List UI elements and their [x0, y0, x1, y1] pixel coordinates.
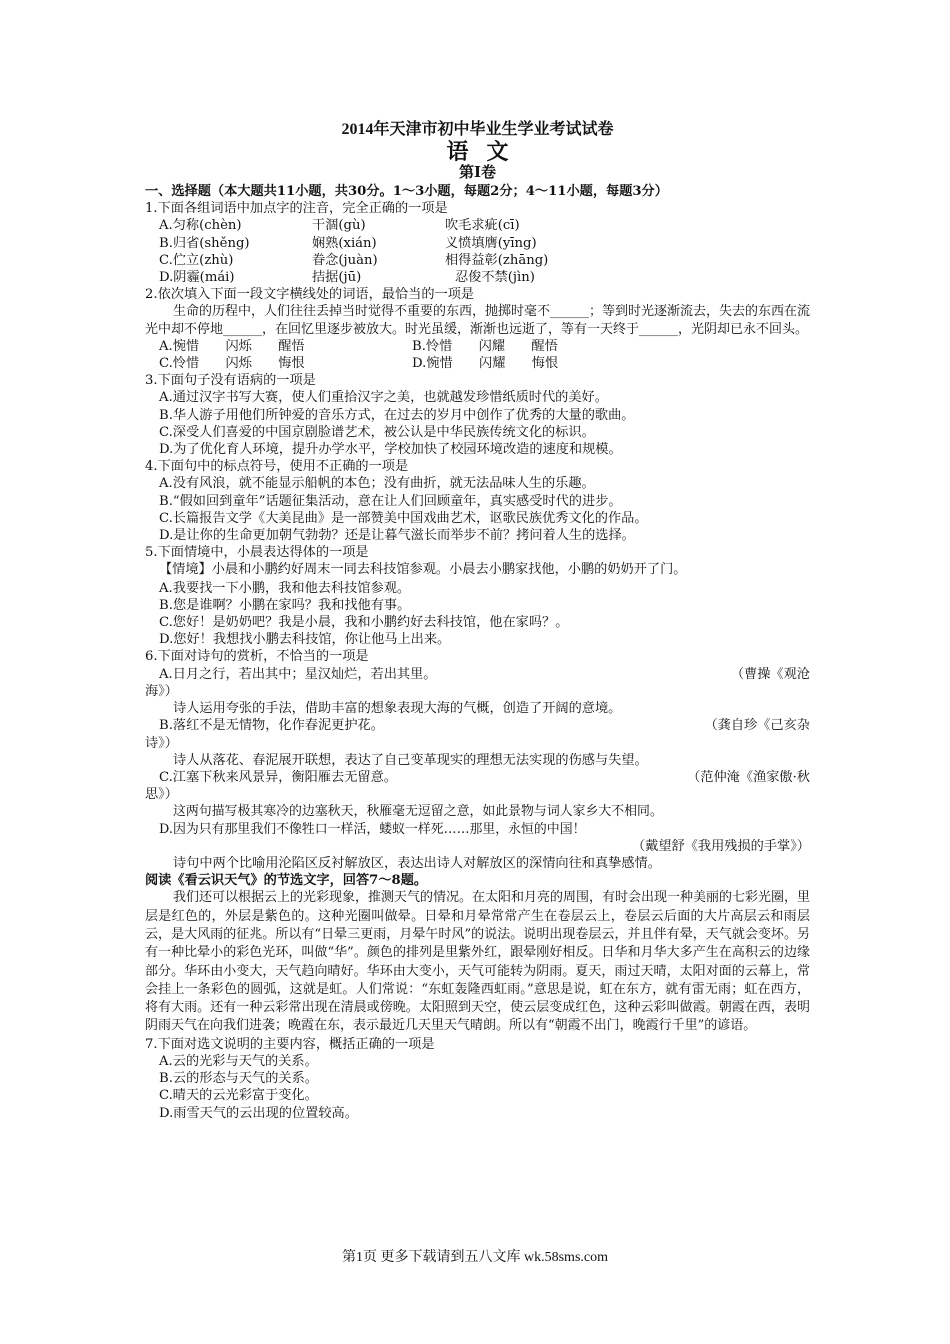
verse-text: C.江塞下秋来风景异，衡阳雁去无留意。 — [159, 769, 397, 785]
question-5-context: 【情境】小晨和小鹏约好周末一同去科技馆参观。小晨去小鹏家找他，小鹏的奶奶开了门。 — [159, 562, 687, 578]
option-item: D.是让你的生命更加朝气勃勃？还是让暮气滋长而举步不前？拷问着人生的选择。 — [159, 528, 635, 544]
option-cell: 拮据(jū) — [312, 270, 362, 286]
option-item: C.晴天的云光彩富于变化。 — [159, 1088, 318, 1104]
option-cell: A.匀称(chèn) — [159, 218, 242, 234]
verse-source-cont: 思》） — [145, 787, 178, 803]
verse-analysis: 诗人从落花、春泥展开联想，表达了自己变革现实的理想无法实现的伤感与失望。 — [173, 752, 648, 768]
option-item: B.华人游子用他们所钟爱的音乐方式，在过去的岁月中创作了优秀的大量的歌曲。 — [159, 407, 635, 423]
question-6-stem: 6.下面对诗句的赏析，不恰当的一项是 — [145, 649, 369, 665]
option-cell: 相得益彰(zhāng) — [445, 252, 549, 268]
option-item: A.我要找一下小鹏，我和他去科技馆参观。 — [159, 580, 411, 596]
verse-analysis: 这两句描写极其寒冷的边塞秋天，秋雁毫无逗留之意，如此景物与词人家乡大不相同。 — [173, 804, 663, 820]
option-item: C.您好！是奶奶吧？我是小晨，我和小鹏约好去科技馆，他在家吗？。 — [159, 615, 569, 631]
option-item: B.您是谁啊？小鹏在家吗？我和找他有事。 — [159, 597, 411, 613]
option-item: D.雨雪天气的云出现的位置较高。 — [159, 1105, 358, 1121]
question-4-stem: 4.下面句中的标点符号，使用不正确的一项是 — [145, 459, 409, 475]
option-item: A.云的光彩与天气的关系。 — [159, 1053, 318, 1069]
verse-row — [145, 717, 810, 734]
question-5-stem: 5.下面情境中，小晨表达得体的一项是 — [145, 545, 369, 561]
subject-title: 语文 — [446, 139, 527, 165]
question-3-stem: 3.下面句子没有语病的一项是 — [145, 373, 316, 389]
verse-source: （龚自珍《己亥杂 — [704, 718, 810, 734]
verse-source: （范仲淹《渔家傲·秋 — [687, 769, 810, 785]
option-cell: 吹毛求疵(cī) — [445, 218, 520, 234]
option-cell: B.归省(shěng) — [159, 235, 250, 251]
section-heading: 一、选择题（本大题共11小题，共30分。1～3小题，每题2分；4～11小题，每题3分） — [145, 184, 668, 199]
verse-row — [145, 769, 810, 786]
option-item: D.为了优化育人环境，提升办学水平，学校加快了校园环境改造的速度和规模。 — [159, 442, 622, 458]
option-cell: C.怜惜 闪烁 悔恨 — [159, 356, 305, 372]
option-cell: 眷念(juàn) — [312, 252, 378, 268]
verse-text: D.因为只有那里我们不像牲口一样活，蝼蚁一样死……那里，永恒的中国！ — [159, 821, 586, 837]
option-item: C.深受人们喜爱的中国京剧脸谱艺术，被公认是中华民族传统文化的标识。 — [159, 424, 595, 440]
question-2-passage: 生命的历程中，人们往往丢掉当时觉得不重要的东西，抛掷时毫不______；等到时光逐渐流去，失去的东西在流光中却不停地______，在回忆里逐步被放大。时光虽缓，渐渐也远逝了，等有一天终于______，光阴却已永不回头。 — [145, 304, 811, 337]
option-item: A.没有风浪，就不能显示船帆的本色；没有曲折，就无法品味人生的乐趣。 — [159, 476, 595, 492]
verse-source-cont: 诗》） — [145, 735, 178, 751]
question-1-options — [145, 217, 810, 286]
option-cell: D.惋惜 闪耀 悔恨 — [412, 356, 559, 372]
verse-source-cont: 海》） — [145, 683, 178, 699]
question-1-stem: 1.下面各组词语中加点字的注音，完全正确的一项是 — [145, 201, 448, 217]
option-cell: 忍俊不禁(jìn) — [455, 270, 535, 286]
verse-source: （曹操《观沧 — [730, 666, 810, 682]
page-footer: 第1页 更多下载请到五八文库 wk.58sms.com — [342, 1250, 608, 1265]
option-cell: 义愤填膺(yīng) — [445, 235, 537, 251]
option-row — [145, 252, 810, 269]
option-item: D.您好！我想找小鹏去科技馆，你让他马上出来。 — [159, 632, 451, 648]
option-item: A.通过汉字书写大赛，使人们重拾汉字之美，也就越发珍惜纸质时代的美好。 — [159, 390, 608, 406]
option-cell: A.惋惜 闪烁 醒悟 — [159, 338, 305, 354]
option-row — [145, 217, 810, 234]
verse-analysis: 诗人运用夸张的手法，借助丰富的想象表现大海的气概，创造了开阔的意境。 — [173, 701, 622, 717]
option-row — [145, 269, 810, 286]
option-row — [145, 235, 810, 252]
option-row — [145, 355, 810, 372]
option-cell: 干涸(gù) — [312, 218, 366, 234]
option-row — [145, 338, 810, 355]
reading-passage: 我们还可以根据云上的光彩现象，推测天气的情况。在太阳和月亮的周围，有时会出现一种美丽的七彩光圈，里层是红色的，外层是紫色的。这种光圈叫做晕。日晕和月晕常常产生在卷层云上，卷层云后面的大片高层云和雨层云，是大风雨的征兆。所以有“日晕三更雨，月晕午时风”的说法。说明出现卷层云，并且伴有晕，天气就会变坏。另有一种比晕小的彩色光环，叫做“华”。颜色的排列是里紫外红，跟晕刚好相反。日华和月华大多产生在高积云的边缘部分。华环由小变大，天气趋向晴好。华环由大变小，天气可能转为阴雨。夏天，雨过天晴，太阳对面的云幕上，常会挂上一条彩色的圆弧，这就是虹。人们常说：“东虹轰隆西虹雨。”意思是说，虹在东方，就有雷无雨；虹在西方，将有大雨。还有一种云彩常出现在清晨或傍晚。太阳照到天空，使云层变成红色，这种云彩叫做霞。朝霞在西，表明阴雨天气在向我们进袭；晚霞在东，表示最近几天里天气晴朗。所以有“朝霞不出门，晚霞行千里”的谚语。 — [145, 890, 811, 1034]
option-cell: C.伫立(zhù) — [159, 252, 234, 268]
question-2-stem: 2.依次填入下面一段文字横线处的词语，最恰当的一项是 — [145, 287, 475, 303]
exam-page — [145, 120, 810, 1122]
verse-text: B.落红不是无情物，化作春泥更护花。 — [159, 718, 384, 734]
option-cell: 娴熟(xián) — [312, 235, 377, 251]
reading-heading: 阅读《看云识天气》的节选文字，回答7～8题。 — [145, 873, 428, 889]
option-item: C.长篇报告文学《大美昆曲》是一部赞美中国戏曲艺术，讴歌民族优秀文化的作品。 — [159, 510, 648, 526]
option-cell: B.怜惜 闪耀 醒悟 — [412, 338, 558, 354]
volume-label: 第Ⅰ卷 — [458, 163, 497, 181]
verse-source: （戴望舒《我用残损的手掌》） — [631, 838, 810, 854]
verse-analysis: 诗句中两个比喻用沦陷区反衬解放区，表达出诗人对解放区的深情向往和真挚感情。 — [173, 855, 661, 871]
option-item: B.“假如回到童年”话题征集活动，意在让人们回顾童年，真实感受时代的进步。 — [159, 493, 622, 509]
option-cell: D.阴霾(mái) — [159, 270, 235, 286]
verse-row — [145, 666, 810, 683]
question-7-stem: 7.下面对选文说明的主要内容，概括正确的一项是 — [145, 1036, 435, 1052]
verse-text: A.日月之行，若出其中；星汉灿烂，若出其里。 — [159, 666, 437, 682]
option-item: B.云的形态与天气的关系。 — [159, 1071, 318, 1087]
exam-title: 2014年天津市初中毕业生学业考试试卷 — [341, 121, 614, 138]
